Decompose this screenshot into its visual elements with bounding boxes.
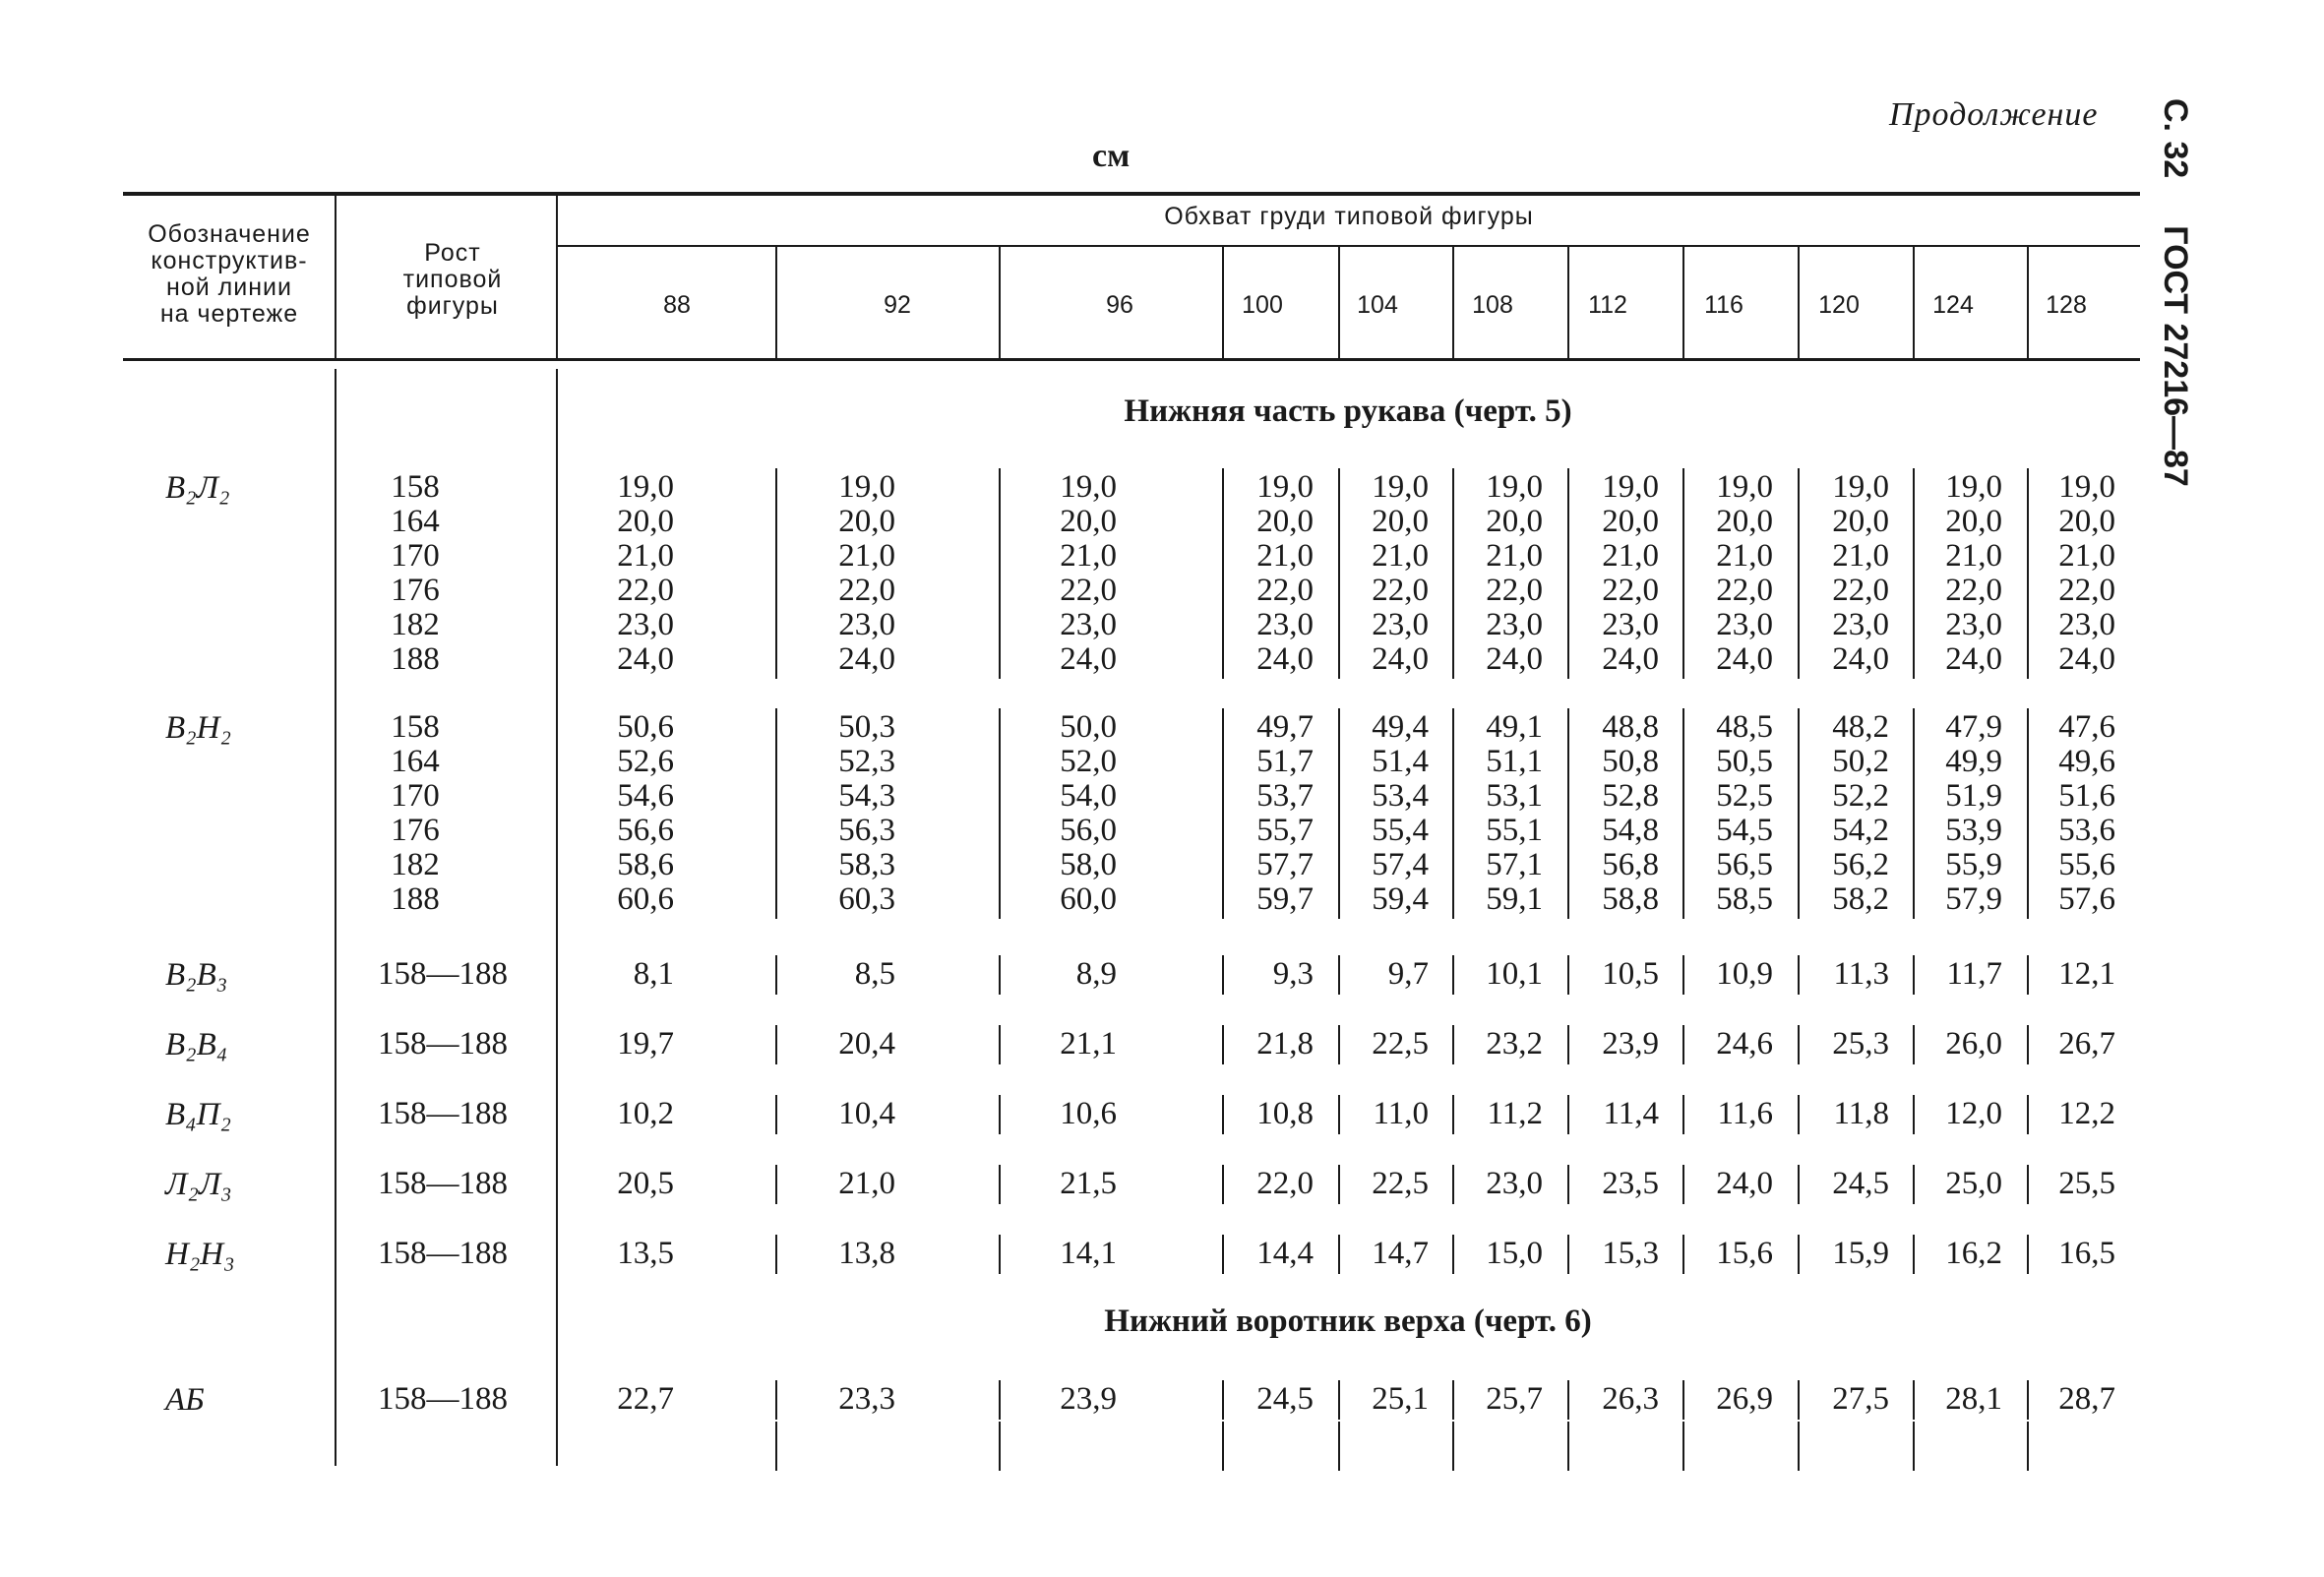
cell-divider [775,468,777,679]
cell-divider [775,1025,777,1064]
value-cell: 14,4 [1256,1236,1314,1271]
value-cell: 50,6 52,6 54,6 56,6 58,6 60,6 [617,709,674,917]
value-cell: 8,9 [1075,956,1117,992]
header-chest-girth: Обхват груди типовой фигуры [1164,203,1534,230]
value-cell: 49,4 51,4 53,4 55,4 57,4 59,4 [1372,709,1429,917]
value-cell: 48,2 50,2 52,2 54,2 56,2 58,2 [1832,709,1889,917]
row-heights: 158 164 170 176 182 188 [391,709,440,917]
value-cell: 23,9 [1060,1381,1117,1417]
value-cell: 19,0 20,0 21,0 22,0 23,0 24,0 [1832,469,1889,677]
header-height: Рост типовой фигуры [402,239,503,320]
row-heights: 158—188 [378,1096,508,1131]
value-cell: 28,7 [2058,1381,2115,1417]
value-cell: 24,6 [1716,1026,1773,1061]
value-cell: 23,0 [1486,1166,1543,1201]
table-top-rule [123,192,2140,196]
value-cell: 19,0 20,0 21,0 22,0 23,0 24,0 [1256,469,1314,677]
value-cell: 19,7 [617,1026,674,1061]
continuation-label: Продолжение [1889,96,2099,133]
row-label: АБ [165,1382,205,1418]
value-cell: 22,5 [1372,1026,1429,1061]
value-cell: 25,3 [1832,1026,1889,1061]
row-heights: 158—188 [378,1166,508,1201]
cell-divider [999,1422,1001,1471]
value-cell: 11,7 [1946,956,2002,992]
value-cell: 10,8 [1256,1096,1314,1131]
header-column-divider [2027,247,2029,358]
value-cell: 15,9 [1832,1236,1889,1271]
body-column-divider [556,369,558,1466]
chest-size-header-88: 88 [663,291,691,319]
value-cell: 25,0 [1945,1166,2002,1201]
value-cell: 21,1 [1060,1026,1117,1061]
chest-size-header-96: 96 [1106,291,1133,319]
value-cell: 11,6 [1717,1096,1773,1131]
value-cell: 12,2 [2058,1096,2115,1131]
value-cell: 13,8 [838,1236,895,1271]
header-column-divider [1338,247,1340,358]
value-cell: 19,0 20,0 21,0 22,0 23,0 24,0 [1716,469,1773,677]
value-cell: 24,5 [1832,1166,1889,1201]
value-cell: 26,9 [1716,1381,1773,1417]
value-cell: 27,5 [1832,1381,1889,1417]
chest-size-header-124: 124 [1932,291,1974,319]
header-column-divider [1798,247,1800,358]
value-cell: 20,4 [838,1026,895,1061]
value-cell: 21,8 [1256,1026,1314,1061]
value-cell: 49,7 51,7 53,7 55,7 57,7 59,7 [1256,709,1314,917]
cell-divider [999,708,1001,919]
value-cell: 24,5 [1256,1381,1314,1417]
value-cell: 11,8 [1833,1096,1889,1131]
value-cell: 9,3 [1272,956,1314,992]
value-cell: 25,1 [1372,1381,1429,1417]
header-column-divider [335,196,336,358]
header-column-divider [1452,247,1454,358]
value-cell: 8,5 [854,956,895,992]
value-cell: 12,1 [2058,956,2115,992]
value-cell: 23,2 [1486,1026,1543,1061]
chest-size-header-128: 128 [2046,291,2087,319]
cell-divider [1913,1422,1915,1471]
value-cell: 10,1 [1486,956,1543,992]
value-cell: 47,9 49,9 51,9 53,9 55,9 57,9 [1945,709,2002,917]
row-label: В₂Н₂ [165,710,231,746]
section-title: Нижняя часть рукава (черт. 5) [1124,394,1572,429]
value-cell: 11,3 [1833,956,1889,992]
value-cell: 47,6 49,6 51,6 53,6 55,6 57,6 [2058,709,2115,917]
value-cell: 13,5 [617,1236,674,1271]
cell-divider [775,1165,777,1204]
row-heights: 158—188 [378,1381,508,1417]
value-cell: 23,9 [1602,1026,1659,1061]
value-cell: 19,0 20,0 21,0 22,0 23,0 24,0 [617,469,674,677]
cell-divider [775,1422,777,1471]
header-column-divider [775,247,777,358]
value-cell: 50,0 52,0 54,0 56,0 58,0 60,0 [1060,709,1117,917]
cell-divider [999,1095,1001,1134]
value-cell: 26,3 [1602,1381,1659,1417]
cell-divider [1222,1422,1224,1471]
value-cell: 16,5 [2058,1236,2115,1271]
row-heights: 158—188 [378,956,508,992]
value-cell: 10,6 [1060,1096,1117,1131]
header-column-divider [1913,247,1915,358]
value-cell: 22,5 [1372,1166,1429,1201]
value-cell: 19,0 20,0 21,0 22,0 23,0 24,0 [1372,469,1429,677]
value-cell: 12,0 [1945,1096,2002,1131]
value-cell: 19,0 20,0 21,0 22,0 23,0 24,0 [1060,469,1117,677]
row-heights: 158—188 [378,1236,508,1271]
row-heights: 158 164 170 176 182 188 [391,469,440,677]
value-cell: 19,0 20,0 21,0 22,0 23,0 24,0 [1602,469,1659,677]
cell-divider [1452,1422,1454,1471]
value-cell: 15,3 [1602,1236,1659,1271]
cell-divider [1567,1422,1569,1471]
value-cell: 11,4 [1603,1096,1659,1131]
value-cell: 49,1 51,1 53,1 55,1 57,1 59,1 [1486,709,1543,917]
value-cell: 48,5 50,5 52,5 54,5 56,5 58,5 [1716,709,1773,917]
chest-size-header-112: 112 [1588,291,1627,319]
value-cell: 10,2 [617,1096,674,1131]
row-label: В₂Л₂ [165,470,230,506]
chest-size-header-108: 108 [1472,291,1513,319]
cell-divider [1338,1422,1340,1471]
page-number: С. 32 [2157,98,2194,179]
value-cell: 15,6 [1716,1236,1773,1271]
cell-divider [775,1235,777,1274]
value-cell: 14,1 [1060,1236,1117,1271]
header-column-divider [1567,247,1569,358]
value-cell: 16,2 [1945,1236,2002,1271]
value-cell: 24,0 [1716,1166,1773,1201]
group-header-rule [558,245,2140,247]
cell-divider [1798,1422,1800,1471]
cell-divider [999,1165,1001,1204]
side-header [2155,98,2233,551]
cell-divider [999,1235,1001,1274]
cell-divider [999,1025,1001,1064]
cell-divider [999,1380,1001,1420]
side-header-text [2156,98,2194,534]
row-heights: 158—188 [378,1026,508,1061]
value-cell: 19,0 20,0 21,0 22,0 23,0 24,0 [1945,469,2002,677]
value-cell: 28,1 [1945,1381,2002,1417]
value-cell: 26,7 [2058,1026,2115,1061]
cell-divider [775,708,777,919]
standard-code: ГОСТ 27216—87 [2157,225,2194,487]
value-cell: 20,5 [617,1166,674,1201]
row-label: В₂В₃ [165,957,228,993]
value-cell: 11,2 [1487,1096,1543,1131]
chest-size-header-116: 116 [1704,291,1743,319]
value-cell: 19,0 20,0 21,0 22,0 23,0 24,0 [838,469,895,677]
value-cell: 10,4 [838,1096,895,1131]
header-bottom-rule [123,358,2140,361]
header-designation: Обозначение конструктив- ной линии на чертеже [148,220,311,328]
unit-label: см [1092,138,1131,174]
value-cell: 8,1 [633,956,674,992]
row-label: В₂В₄ [165,1027,228,1062]
value-cell: 15,0 [1486,1236,1543,1271]
value-cell: 14,7 [1372,1236,1429,1271]
value-cell: 48,8 50,8 52,8 54,8 56,8 58,8 [1602,709,1659,917]
cell-divider [1682,1422,1684,1471]
value-cell: 50,3 52,3 54,3 56,3 58,3 60,3 [838,709,895,917]
value-cell: 11,0 [1373,1096,1429,1131]
value-cell: 19,0 20,0 21,0 22,0 23,0 24,0 [1486,469,1543,677]
value-cell: 26,0 [1945,1026,2002,1061]
cell-divider [999,955,1001,995]
chest-size-header-100: 100 [1242,291,1283,319]
value-cell: 25,7 [1486,1381,1543,1417]
value-cell: 21,5 [1060,1166,1117,1201]
value-cell: 19,0 20,0 21,0 22,0 23,0 24,0 [2058,469,2115,677]
value-cell: 22,0 [1256,1166,1314,1201]
header-column-divider [999,247,1001,358]
header-column-divider [1222,247,1224,358]
value-cell: 9,7 [1387,956,1429,992]
row-label: Л₂Л₃ [165,1167,232,1202]
chest-size-header-120: 120 [1818,291,1860,319]
cell-divider [775,1380,777,1420]
header-column-divider [556,196,558,358]
row-label: В₄П₂ [165,1097,231,1132]
header-column-divider [1682,247,1684,358]
value-cell: 22,7 [617,1381,674,1417]
value-cell: 21,0 [838,1166,895,1201]
cell-divider [775,1095,777,1134]
row-label: Н₂Н₃ [165,1237,235,1272]
value-cell: 25,5 [2058,1166,2115,1201]
section-title: Нижний воротник верха (черт. 6) [1104,1304,1592,1339]
cell-divider [999,468,1001,679]
value-cell: 23,5 [1602,1166,1659,1201]
value-cell: 23,3 [838,1381,895,1417]
value-cell: 10,5 [1602,956,1659,992]
value-cell: 10,9 [1716,956,1773,992]
cell-divider [775,955,777,995]
chest-size-header-104: 104 [1357,291,1398,319]
cell-divider [2027,1422,2029,1471]
chest-size-header-92: 92 [884,291,911,319]
